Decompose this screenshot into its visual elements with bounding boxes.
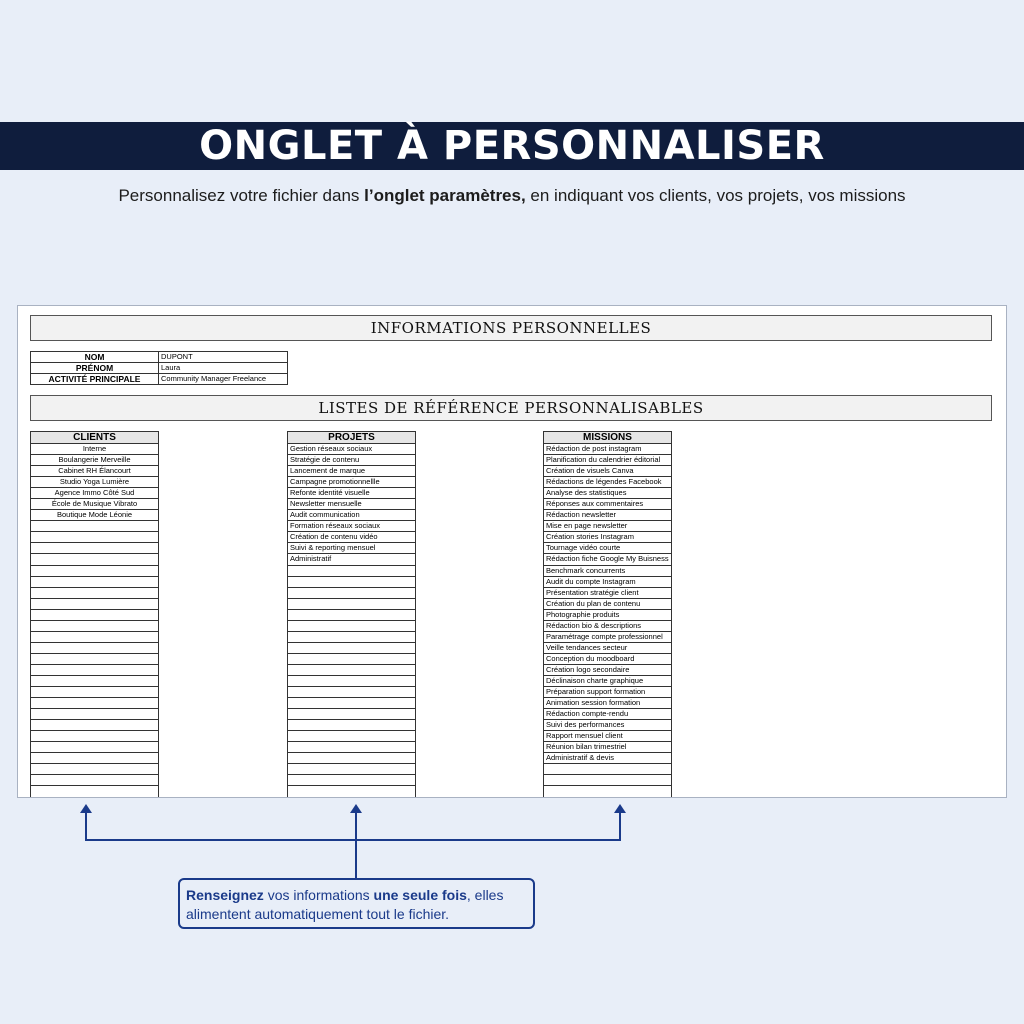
list-item[interactable]: Rédaction de post instagram	[543, 444, 672, 455]
list-item[interactable]: Animation session formation	[543, 698, 672, 709]
missions-header: MISSIONS	[543, 431, 672, 444]
callout-text-1: vos informations	[263, 887, 374, 903]
list-item[interactable]: Stratégie de contenu	[287, 455, 416, 466]
list-item[interactable]: Photographie produits	[543, 610, 672, 621]
list-item[interactable]: Administratif	[287, 554, 416, 565]
subtitle-before: Personnalisez votre fichier dans	[118, 186, 365, 205]
list-item[interactable]: Préparation support formation	[543, 687, 672, 698]
list-item[interactable]: Studio Yoga Lumière	[30, 477, 159, 488]
arrow-up-icon	[350, 804, 362, 813]
info-label: PRÉNOM	[31, 363, 159, 374]
list-item[interactable]: Administratif & devis	[543, 753, 672, 764]
lists-section-header: LISTES DE RÉFÉRENCE PERSONNALISABLES	[30, 395, 992, 421]
banner-title: ONGLET À PERSONNALISER	[199, 123, 825, 169]
arrow-up-icon	[80, 804, 92, 813]
list-item[interactable]: Suivi des performances	[543, 720, 672, 731]
clients-header: CLIENTS	[30, 431, 159, 444]
list-item[interactable]: Agence Immo Côté Sud	[30, 488, 159, 499]
list-item[interactable]: Réponses aux commentaires	[543, 499, 672, 510]
list-item[interactable]: Mise en page newsletter	[543, 521, 672, 532]
list-item[interactable]: Audit communication	[287, 510, 416, 521]
list-item[interactable]: Newsletter mensuelle	[287, 499, 416, 510]
list-item[interactable]: Boutique Mode Léonie	[30, 510, 159, 521]
info-value[interactable]: Laura	[159, 363, 288, 374]
list-item[interactable]: École de Musique Vibrato	[30, 499, 159, 510]
list-item[interactable]: Rédactions de légendes Facebook	[543, 477, 672, 488]
list-item[interactable]: Réunion bilan trimestriel	[543, 742, 672, 753]
callout-bold-2: une seule fois	[373, 887, 467, 903]
info-section-header: INFORMATIONS PERSONNELLES	[30, 315, 992, 341]
list-item[interactable]: Audit du compte Instagram	[543, 577, 672, 588]
list-item[interactable]: Présentation stratégie client	[543, 588, 672, 599]
callout-bold-1: Renseignez	[186, 887, 264, 903]
list-item[interactable]: Tournage vidéo courte	[543, 543, 672, 554]
subtitle-after: en indiquant vos clients, vos projets, vos missions	[525, 186, 906, 205]
arrow-up-icon	[614, 804, 626, 813]
subtitle-bold: l’onglet paramètres,	[364, 186, 526, 205]
info-value[interactable]: DUPONT	[159, 352, 288, 363]
list-item[interactable]: Cabinet RH Élancourt	[30, 466, 159, 477]
list-item[interactable]: Campagne promotionnellle	[287, 477, 416, 488]
list-item[interactable]: Refonte identité visuelle	[287, 488, 416, 499]
info-label: ACTIVITÉ PRINCIPALE	[31, 374, 159, 385]
list-item[interactable]: Interne	[30, 444, 159, 455]
callout-box	[178, 878, 535, 929]
list-item[interactable]: Formation réseaux sociaux	[287, 521, 416, 532]
list-item[interactable]: Rapport mensuel client	[543, 731, 672, 742]
list-item[interactable]: Déclinaison charte graphique	[543, 676, 672, 687]
list-item[interactable]: Création du plan de contenu	[543, 599, 672, 610]
list-item[interactable]: Conception du moodboard	[543, 654, 672, 665]
list-item[interactable]: Rédaction newsletter	[543, 510, 672, 521]
list-item[interactable]: Rédaction bio & descriptions	[543, 621, 672, 632]
info-value[interactable]: Community Manager Freelance	[159, 374, 288, 385]
list-item[interactable]: Création de contenu vidéo	[287, 532, 416, 543]
callout-text-2: , elles alimentent automatiquement tout le fichier.	[186, 887, 504, 922]
list-item[interactable]: Rédaction fiche Google My Buisness	[543, 554, 672, 565]
connector-line	[86, 811, 620, 840]
list-item[interactable]: Paramétrage compte professionnel	[543, 632, 672, 643]
list-item[interactable]: Gestion réseaux sociaux	[287, 444, 416, 455]
list-item[interactable]: Suivi & reporting mensuel	[287, 543, 416, 554]
list-item[interactable]: Création logo secondaire	[543, 665, 672, 676]
list-item[interactable]: Benchmark concurrents	[543, 566, 672, 577]
list-item[interactable]: Création stories Instagram	[543, 532, 672, 543]
info-label: NOM	[31, 352, 159, 363]
list-item[interactable]: Création de visuels Canva	[543, 466, 672, 477]
list-item[interactable]: Boulangerie Merveille	[30, 455, 159, 466]
list-item[interactable]: Veille tendances secteur	[543, 643, 672, 654]
list-item[interactable]: Rédaction compte-rendu	[543, 709, 672, 720]
list-item[interactable]: Lancement de marque	[287, 466, 416, 477]
list-item[interactable]: Analyse des statistiques	[543, 488, 672, 499]
list-item[interactable]: Planification du calendrier éditorial	[543, 455, 672, 466]
projets-header: PROJETS	[287, 431, 416, 444]
